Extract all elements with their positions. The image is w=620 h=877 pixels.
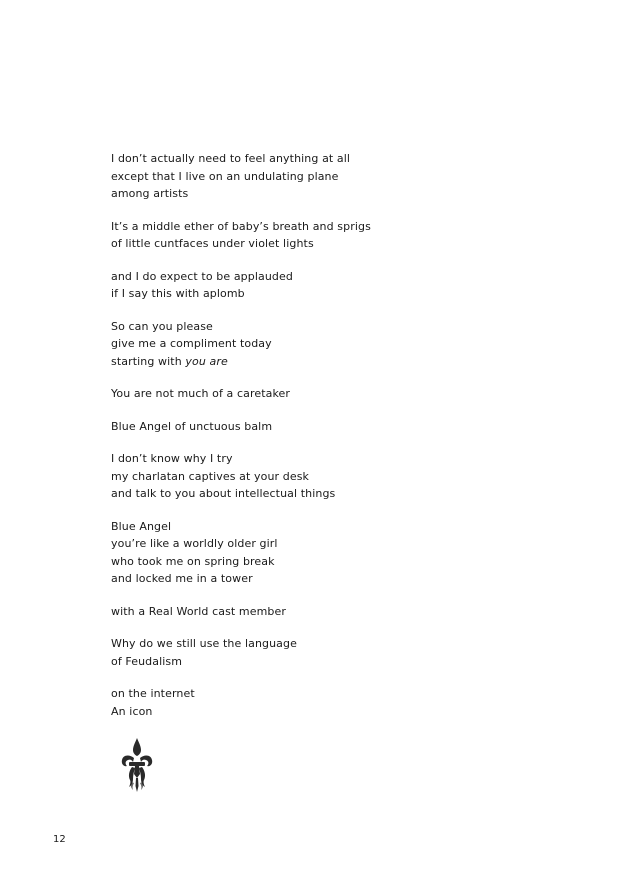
stanza-7 — [111, 450, 571, 503]
stanza-3 — [111, 268, 571, 303]
poem-line: my charlatan captives at your desk — [111, 469, 309, 483]
poem-line: and I do expect to be applauded — [111, 269, 293, 283]
poem-line: You are not much of a caretaker — [111, 387, 291, 400]
poem-line: on the internet — [111, 687, 195, 700]
line-prefix: starting with — [111, 354, 186, 368]
poem-line: if I say this with aplomb — [111, 287, 245, 300]
stanza-5 — [111, 385, 571, 403]
stanza-2 — [111, 218, 571, 253]
poem-line: Blue Angel of unctuous balm — [111, 419, 273, 433]
poem-line: Blue Angel — [111, 519, 172, 533]
poem-line: who took me on spring break — [111, 554, 275, 568]
stanza-1 — [111, 150, 571, 203]
poem-line: you’re like a worldly older girl — [111, 537, 278, 550]
poem-line: with a Real World cast member — [111, 604, 287, 618]
stanza-9 — [111, 603, 571, 621]
page-number: 12 — [53, 834, 66, 845]
italic-emphasis: you are — [185, 354, 228, 368]
stanza-6 — [111, 418, 571, 436]
stanza-8 — [111, 518, 571, 588]
poem-line: except that I live on an undulating plane — [111, 169, 339, 183]
poem-line: of Feudalism — [111, 654, 183, 668]
fleur-de-lis-icon — [120, 738, 154, 792]
poem-line: and locked me in a tower — [111, 572, 253, 585]
stanza-10 — [111, 635, 571, 670]
poem-line: of little cuntfaces under violet lights — [111, 237, 314, 250]
poem-line-italic — [111, 353, 571, 371]
stanza-4 — [111, 318, 571, 371]
poem-line: Why do we still use the language — [111, 637, 297, 650]
poem-line: and talk to you about intellectual things — [111, 487, 336, 500]
poem-line: I don’t actually need to feel anything at all — [111, 152, 351, 165]
poem-line: I don’t know why I try — [111, 452, 233, 465]
poem-line: It’s a middle ether of baby’s breath and sprigs — [111, 219, 371, 233]
poem-line: among artists — [111, 187, 189, 200]
stanza-11 — [111, 685, 571, 720]
poem-body — [111, 150, 571, 735]
poem-line: An icon — [111, 704, 153, 718]
poem-line: So can you please — [111, 319, 213, 333]
poem-line: give me a compliment today — [111, 337, 272, 350]
